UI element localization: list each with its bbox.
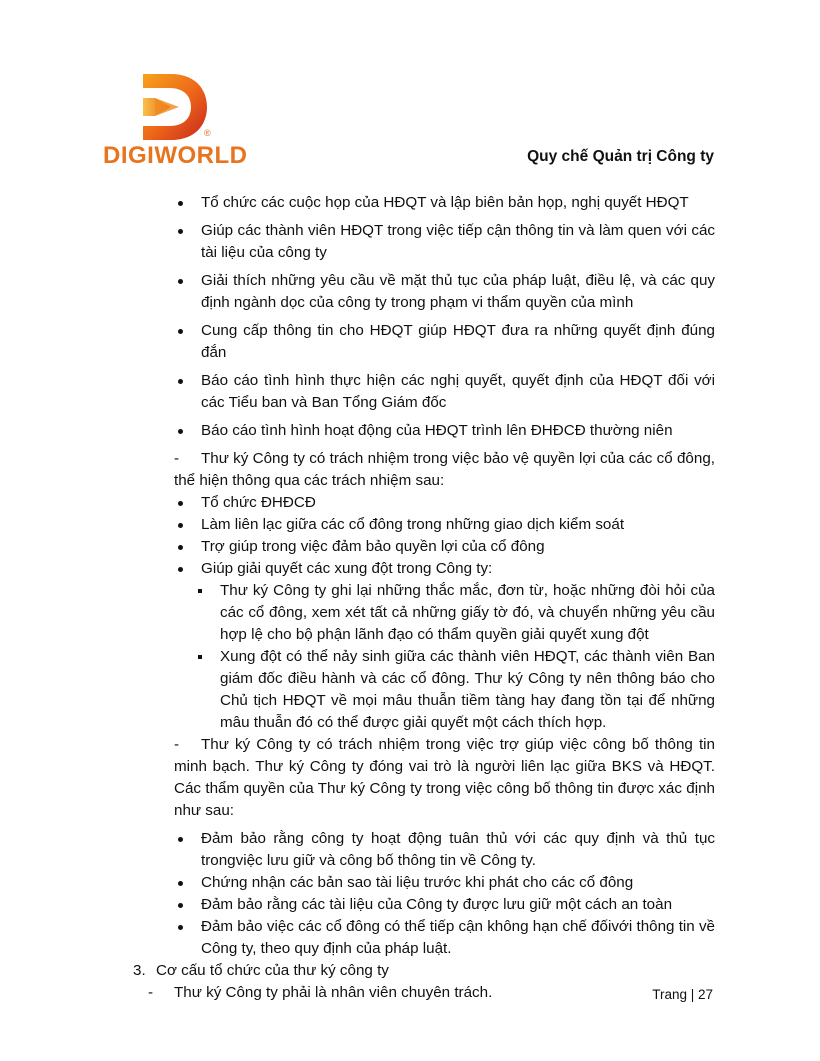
list-item: Chứng nhận các bản sao tài liệu trước khi phát cho các cổ đông: [130, 872, 715, 894]
section-number: 3.: [133, 962, 146, 979]
list-item: Giúp giải quyết các xung đột trong Công ty:: [130, 558, 715, 580]
bullet-icon: [178, 329, 183, 334]
list-item: Đảm bảo rằng công ty hoạt động tuân thủ với các quy định và thủ tục trongviệc lưu giữ và công bố thông tin về Công ty.: [130, 828, 715, 872]
list-item: Tổ chức ĐHĐCĐ: [130, 492, 715, 514]
bullet-icon: [178, 567, 183, 572]
bullet-icon: [178, 501, 183, 506]
dash-marker: -: [174, 450, 180, 467]
registered-mark: ®: [204, 128, 211, 138]
square-bullet-icon: [198, 655, 202, 659]
list-item: Đảm bảo việc các cổ đông có thể tiếp cận không hạn chế đốivới thông tin về Công ty, theo quy định của pháp luật.: [130, 916, 715, 960]
list-item: Giải thích những yêu cầu về mặt thủ tục của pháp luật, điều lệ, và các quy định ngành dọc của công ty trong phạm vi thẩm quyền của mình: [130, 270, 715, 314]
list-item: Cung cấp thông tin cho HĐQT giúp HĐQT đưa ra những quyết định đúng đắn: [130, 320, 715, 364]
list-item: Tổ chức các cuộc họp của HĐQT và lập biên bản họp, nghị quyết HĐQT: [130, 192, 715, 214]
dash-marker: -: [174, 736, 180, 753]
section-title: Cơ cấu tổ chức của thư ký công ty: [156, 962, 389, 979]
bullet-icon: [178, 837, 183, 842]
bullet-icon: [178, 881, 183, 886]
document-body: [130, 192, 715, 1004]
sub-list-item: Thư ký Công ty ghi lại những thắc mắc, đơn từ, hoặc những đòi hỏi của các cổ đông, xem xét tất cả những giấy tờ đó, và chuyển những yêu cầu hợp lệ cho bộ phận lãnh đạo có thẩm quyền giải quyết xung đột: [130, 580, 715, 646]
bullet-icon: [178, 523, 183, 528]
square-bullet-icon: [198, 589, 202, 593]
list-item: Trợ giúp trong việc đảm bảo quyền lợi của cổ đông: [130, 536, 715, 558]
dash-paragraph: - Thư ký Công ty có trách nhiệm trong việc trợ giúp việc công bố thông tin minh bạch. Thư ký Công ty đóng vai trò là người liên lạc giữa BKS và HĐQT. Các thẩm quyền của Thư ký Công ty trong việc công bố thông tin được xác định như sau:: [174, 736, 715, 819]
bullet-icon: [178, 229, 183, 234]
bullet-icon: [178, 379, 183, 384]
page-number: Trang | 27: [652, 987, 713, 1002]
list-item: Giúp các thành viên HĐQT trong việc tiếp cận thông tin và làm quen với các tài liệu của công ty: [130, 220, 715, 264]
dash-paragraph: - Thư ký Công ty có trách nhiệm trong việc bảo vệ quyền lợi của các cổ đông, thể hiện thông qua các trách nhiệm sau:: [174, 450, 715, 489]
bullet-icon: [178, 925, 183, 930]
digiworld-d-icon: [141, 72, 209, 142]
list-item: Làm liên lạc giữa các cổ đông trong những giao dịch kiểm soát: [130, 514, 715, 536]
document-header-title: Quy chế Quản trị Công ty: [527, 148, 714, 165]
list-item: Đảm bảo rằng các tài liệu của Công ty được lưu giữ một cách an toàn: [130, 894, 715, 916]
list-item: Báo cáo tình hình thực hiện các nghị quyết, quyết định của HĐQT đối với các Tiểu ban và Ban Tổng Giám đốc: [130, 370, 715, 414]
dash-marker: -: [148, 984, 154, 1001]
logo-text: DIGIWORLD: [103, 142, 248, 169]
sub-list-item: Xung đột có thể nảy sinh giữa các thành viên HĐQT, các thành viên Ban giám đốc điều hành và các cổ đông. Thư ký Công ty nên thông báo cho Chủ tịch HĐQT về mọi mâu thuẫn tiềm tàng hay đang tồn tại để những mâu thuẫn đó có thể được giải quyết một cách thích hợp.: [130, 646, 715, 734]
bullet-icon: [178, 279, 183, 284]
bullet-icon: [178, 429, 183, 434]
bullet-icon: [178, 201, 183, 206]
bullet-icon: [178, 903, 183, 908]
company-logo: [103, 70, 248, 175]
section-heading: [130, 960, 715, 982]
list-item: Báo cáo tình hình hoạt động của HĐQT trình lên ĐHĐCĐ thường niên: [130, 420, 715, 442]
bullet-icon: [178, 545, 183, 550]
dash-item: - Thư ký Công ty phải là nhân viên chuyên trách.: [130, 982, 715, 1004]
